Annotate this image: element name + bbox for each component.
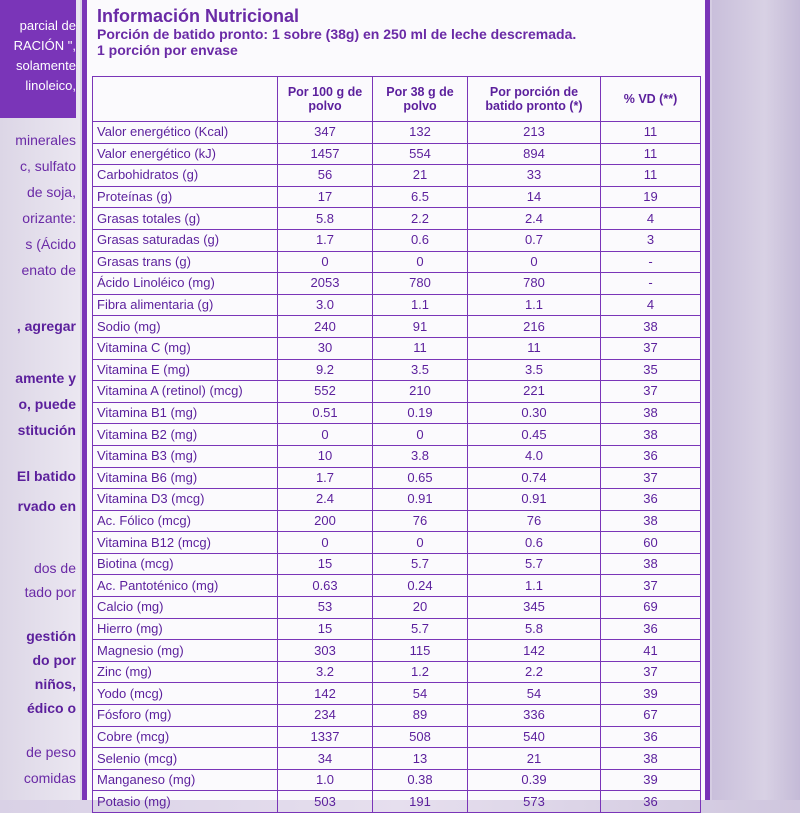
value-per-100g: 0.51	[278, 402, 373, 424]
value-per-100g: 56	[278, 165, 373, 187]
value-per-serving: 780	[468, 273, 601, 295]
value-per-serving: 0.45	[468, 424, 601, 446]
value-per-serving: 11	[468, 337, 601, 359]
nutrient-name: Magnesio (mg)	[93, 640, 278, 662]
value-per-100g: 0	[278, 251, 373, 273]
value-daily-pct: 38	[601, 424, 701, 446]
value-per-38g: 0.65	[373, 467, 468, 489]
table-row	[93, 424, 701, 446]
table-row	[93, 618, 701, 640]
table-row	[93, 726, 701, 748]
nutrient-name: Vitamina B6 (mg)	[93, 467, 278, 489]
value-daily-pct: 38	[601, 748, 701, 770]
header-per-serving: Por porción de batido pronto (*)	[468, 77, 601, 122]
table-row	[93, 337, 701, 359]
table-row	[93, 553, 701, 575]
value-daily-pct: 36	[601, 618, 701, 640]
value-daily-pct: 60	[601, 532, 701, 554]
label-subtitle-portions: 1 porción por envase	[97, 42, 238, 58]
left-fragment: do por	[32, 652, 76, 668]
left-fragment: rvado en	[17, 498, 76, 514]
value-daily-pct: 36	[601, 489, 701, 511]
value-per-serving: 0.39	[468, 769, 601, 791]
value-per-serving: 33	[468, 165, 601, 187]
value-per-serving: 76	[468, 510, 601, 532]
left-fragment: comidas	[23, 770, 76, 786]
table-row	[93, 445, 701, 467]
value-per-38g: 0.19	[373, 402, 468, 424]
value-per-100g: 240	[278, 316, 373, 338]
value-daily-pct: 41	[601, 640, 701, 662]
left-fragment: stitución	[17, 422, 76, 438]
value-per-serving: 4.0	[468, 445, 601, 467]
value-daily-pct: 39	[601, 769, 701, 791]
value-daily-pct: 36	[601, 726, 701, 748]
value-per-38g: 20	[373, 597, 468, 619]
value-per-38g: 0	[373, 532, 468, 554]
table-row	[93, 316, 701, 338]
value-per-serving: 540	[468, 726, 601, 748]
nutrient-name: Vitamina B2 (mg)	[93, 424, 278, 446]
header-nutrient	[93, 77, 278, 122]
left-package-text	[0, 0, 80, 800]
label-title: Información Nutricional	[97, 6, 300, 26]
table-row	[93, 143, 701, 165]
nutrient-name: Manganeso (mg)	[93, 769, 278, 791]
table-row	[93, 489, 701, 511]
value-per-100g: 34	[278, 748, 373, 770]
value-per-38g: 13	[373, 748, 468, 770]
value-per-serving: 14	[468, 186, 601, 208]
value-daily-pct: 4	[601, 208, 701, 230]
left-fragment: édico o	[26, 700, 76, 716]
value-per-serving: 573	[468, 791, 601, 813]
value-per-38g: 0	[373, 251, 468, 273]
value-daily-pct: -	[601, 273, 701, 295]
table-row	[93, 229, 701, 251]
value-per-38g: 0.38	[373, 769, 468, 791]
value-per-100g: 142	[278, 683, 373, 705]
value-per-100g: 0	[278, 532, 373, 554]
value-per-serving: 5.8	[468, 618, 601, 640]
value-per-serving: 142	[468, 640, 601, 662]
nutrient-name: Selenio (mcg)	[93, 748, 278, 770]
value-daily-pct: 35	[601, 359, 701, 381]
value-per-100g: 10	[278, 445, 373, 467]
value-per-serving: 1.1	[468, 294, 601, 316]
value-per-100g: 0	[278, 424, 373, 446]
value-daily-pct: 37	[601, 575, 701, 597]
header-row	[93, 77, 701, 122]
value-daily-pct: 19	[601, 186, 701, 208]
value-daily-pct: 11	[601, 122, 701, 144]
nutrient-name: Zinc (mg)	[93, 661, 278, 683]
left-fragment: amente y	[15, 370, 76, 386]
value-per-serving: 345	[468, 597, 601, 619]
left-fragment: RACIÓN ",	[13, 38, 76, 53]
nutrient-name: Hierro (mg)	[93, 618, 278, 640]
nutrient-name: Vitamina B1 (mg)	[93, 402, 278, 424]
value-per-38g: 54	[373, 683, 468, 705]
value-per-38g: 89	[373, 705, 468, 727]
nutrient-name: Sodio (mg)	[93, 316, 278, 338]
nutrition-label	[82, 0, 710, 809]
value-per-100g: 1.7	[278, 229, 373, 251]
nutrient-name: Grasas totales (g)	[93, 208, 278, 230]
left-fragment: s (Ácido	[25, 236, 76, 252]
value-per-serving: 0	[468, 251, 601, 273]
value-per-serving: 54	[468, 683, 601, 705]
value-per-38g: 508	[373, 726, 468, 748]
label-header	[87, 0, 705, 72]
value-daily-pct: 38	[601, 553, 701, 575]
left-fragment: linoleico,	[25, 78, 76, 93]
value-per-38g: 6.5	[373, 186, 468, 208]
right-package-background	[712, 0, 800, 800]
value-per-100g: 3.2	[278, 661, 373, 683]
value-daily-pct: 36	[601, 791, 701, 813]
value-per-serving: 221	[468, 381, 601, 403]
nutrient-name: Proteínas (g)	[93, 186, 278, 208]
value-per-100g: 2053	[278, 273, 373, 295]
left-fragment: solamente	[16, 58, 76, 73]
nutrient-name: Vitamina E (mg)	[93, 359, 278, 381]
table-row	[93, 575, 701, 597]
value-per-serving: 213	[468, 122, 601, 144]
value-daily-pct: 4	[601, 294, 701, 316]
nutrient-name: Yodo (mcg)	[93, 683, 278, 705]
value-per-serving: 336	[468, 705, 601, 727]
value-per-serving: 894	[468, 143, 601, 165]
nutrient-name: Vitamina C (mg)	[93, 337, 278, 359]
value-per-100g: 30	[278, 337, 373, 359]
value-per-38g: 5.7	[373, 618, 468, 640]
left-fragment: tado por	[24, 584, 76, 600]
nutrient-name: Ácido Linoléico (mg)	[93, 273, 278, 295]
value-daily-pct: 37	[601, 661, 701, 683]
left-fragment: parcial de	[19, 18, 76, 33]
value-per-38g: 0	[373, 424, 468, 446]
value-daily-pct: 38	[601, 402, 701, 424]
table-body	[93, 122, 701, 813]
left-fragment: gestión	[26, 628, 76, 644]
value-daily-pct: 36	[601, 445, 701, 467]
value-per-38g: 0.91	[373, 489, 468, 511]
nutrient-name: Vitamina B3 (mg)	[93, 445, 278, 467]
value-per-serving: 1.1	[468, 575, 601, 597]
value-per-38g: 210	[373, 381, 468, 403]
value-per-serving: 0.91	[468, 489, 601, 511]
value-per-serving: 0.30	[468, 402, 601, 424]
value-per-38g: 780	[373, 273, 468, 295]
value-per-100g: 15	[278, 553, 373, 575]
value-per-serving: 5.7	[468, 553, 601, 575]
value-daily-pct: 37	[601, 381, 701, 403]
nutrient-name: Fósforo (mg)	[93, 705, 278, 727]
value-daily-pct: 11	[601, 143, 701, 165]
table-row	[93, 294, 701, 316]
table-row	[93, 208, 701, 230]
table-row	[93, 705, 701, 727]
nutrient-name: Grasas trans (g)	[93, 251, 278, 273]
left-fragment: dos de	[33, 560, 76, 576]
value-per-38g: 132	[373, 122, 468, 144]
nutrient-name: Grasas saturadas (g)	[93, 229, 278, 251]
header-daily-value: % VD (**)	[601, 77, 701, 122]
left-fragment: c, sulfato	[19, 158, 76, 174]
value-daily-pct: 39	[601, 683, 701, 705]
value-per-38g: 0.24	[373, 575, 468, 597]
value-per-100g: 17	[278, 186, 373, 208]
value-per-38g: 76	[373, 510, 468, 532]
value-per-100g: 303	[278, 640, 373, 662]
value-per-100g: 5.8	[278, 208, 373, 230]
value-daily-pct: 38	[601, 510, 701, 532]
value-per-serving: 2.4	[468, 208, 601, 230]
left-fragment: El batido	[16, 468, 76, 484]
nutrient-name: Valor energético (kJ)	[93, 143, 278, 165]
nutrient-name: Potasio (mg)	[93, 791, 278, 813]
value-per-38g: 5.7	[373, 553, 468, 575]
table-row	[93, 402, 701, 424]
value-per-38g: 1.2	[373, 661, 468, 683]
table-row	[93, 359, 701, 381]
value-per-serving: 216	[468, 316, 601, 338]
value-daily-pct: 69	[601, 597, 701, 619]
value-daily-pct: 37	[601, 337, 701, 359]
header-per-100g: Por 100 g de polvo	[278, 77, 373, 122]
value-per-serving: 2.2	[468, 661, 601, 683]
value-per-100g: 234	[278, 705, 373, 727]
value-per-38g: 21	[373, 165, 468, 187]
nutrient-name: Ac. Pantoténico (mg)	[93, 575, 278, 597]
value-per-100g: 503	[278, 791, 373, 813]
value-per-38g: 11	[373, 337, 468, 359]
value-per-100g: 1337	[278, 726, 373, 748]
value-per-100g: 2.4	[278, 489, 373, 511]
value-daily-pct: 37	[601, 467, 701, 489]
left-fragment: orizante:	[22, 210, 76, 226]
left-fragment: o, puede	[18, 396, 76, 412]
value-per-38g: 3.8	[373, 445, 468, 467]
value-per-serving: 3.5	[468, 359, 601, 381]
value-per-100g: 53	[278, 597, 373, 619]
value-per-serving: 0.7	[468, 229, 601, 251]
left-fragment: de peso	[26, 744, 76, 760]
value-per-100g: 3.0	[278, 294, 373, 316]
value-daily-pct: -	[601, 251, 701, 273]
value-per-38g: 1.1	[373, 294, 468, 316]
table-row	[93, 186, 701, 208]
value-per-38g: 91	[373, 316, 468, 338]
value-per-38g: 191	[373, 791, 468, 813]
left-fragment: de soja,	[26, 184, 76, 200]
table-row	[93, 683, 701, 705]
value-per-100g: 0.63	[278, 575, 373, 597]
nutrient-name: Carbohidratos (g)	[93, 165, 278, 187]
nutrition-table	[92, 76, 701, 813]
value-per-38g: 115	[373, 640, 468, 662]
table-row	[93, 467, 701, 489]
value-per-38g: 2.2	[373, 208, 468, 230]
table-row	[93, 791, 701, 813]
nutrient-name: Calcio (mg)	[93, 597, 278, 619]
nutrient-name: Vitamina B12 (mcg)	[93, 532, 278, 554]
value-per-100g: 1.7	[278, 467, 373, 489]
value-per-100g: 1457	[278, 143, 373, 165]
nutrient-name: Ac. Fólico (mcg)	[93, 510, 278, 532]
value-per-38g: 0.6	[373, 229, 468, 251]
left-fragment: , agregar	[16, 318, 76, 334]
nutrient-name: Biotina (mcg)	[93, 553, 278, 575]
header-per-38g: Por 38 g de polvo	[373, 77, 468, 122]
value-daily-pct: 38	[601, 316, 701, 338]
value-per-38g: 554	[373, 143, 468, 165]
table-row	[93, 251, 701, 273]
nutrient-name: Fibra alimentaria (g)	[93, 294, 278, 316]
nutrient-name: Vitamina D3 (mcg)	[93, 489, 278, 511]
value-per-100g: 9.2	[278, 359, 373, 381]
value-per-serving: 21	[468, 748, 601, 770]
value-daily-pct: 11	[601, 165, 701, 187]
value-per-serving: 0.74	[468, 467, 601, 489]
table-row	[93, 273, 701, 295]
value-per-100g: 552	[278, 381, 373, 403]
table-row	[93, 165, 701, 187]
value-daily-pct: 67	[601, 705, 701, 727]
value-per-100g: 347	[278, 122, 373, 144]
nutrient-name: Cobre (mcg)	[93, 726, 278, 748]
left-fragment: niños,	[34, 676, 76, 692]
nutrient-name: Vitamina A (retinol) (mcg)	[93, 381, 278, 403]
table-header	[93, 77, 701, 122]
table-row	[93, 122, 701, 144]
table-row	[93, 640, 701, 662]
table-row	[93, 769, 701, 791]
table-row	[93, 597, 701, 619]
table-row	[93, 661, 701, 683]
value-per-100g: 15	[278, 618, 373, 640]
table-row	[93, 510, 701, 532]
value-daily-pct: 3	[601, 229, 701, 251]
table-row	[93, 532, 701, 554]
label-subtitle-serving: Porción de batido pronto: 1 sobre (38g) en 250 ml de leche descremada.	[97, 26, 577, 42]
table-row	[93, 748, 701, 770]
left-fragment: minerales	[15, 132, 76, 148]
value-per-serving: 0.6	[468, 532, 601, 554]
left-fragment: enato de	[21, 262, 76, 278]
value-per-100g: 200	[278, 510, 373, 532]
nutrient-name: Valor energético (Kcal)	[93, 122, 278, 144]
value-per-38g: 3.5	[373, 359, 468, 381]
table-row	[93, 381, 701, 403]
value-per-100g: 1.0	[278, 769, 373, 791]
